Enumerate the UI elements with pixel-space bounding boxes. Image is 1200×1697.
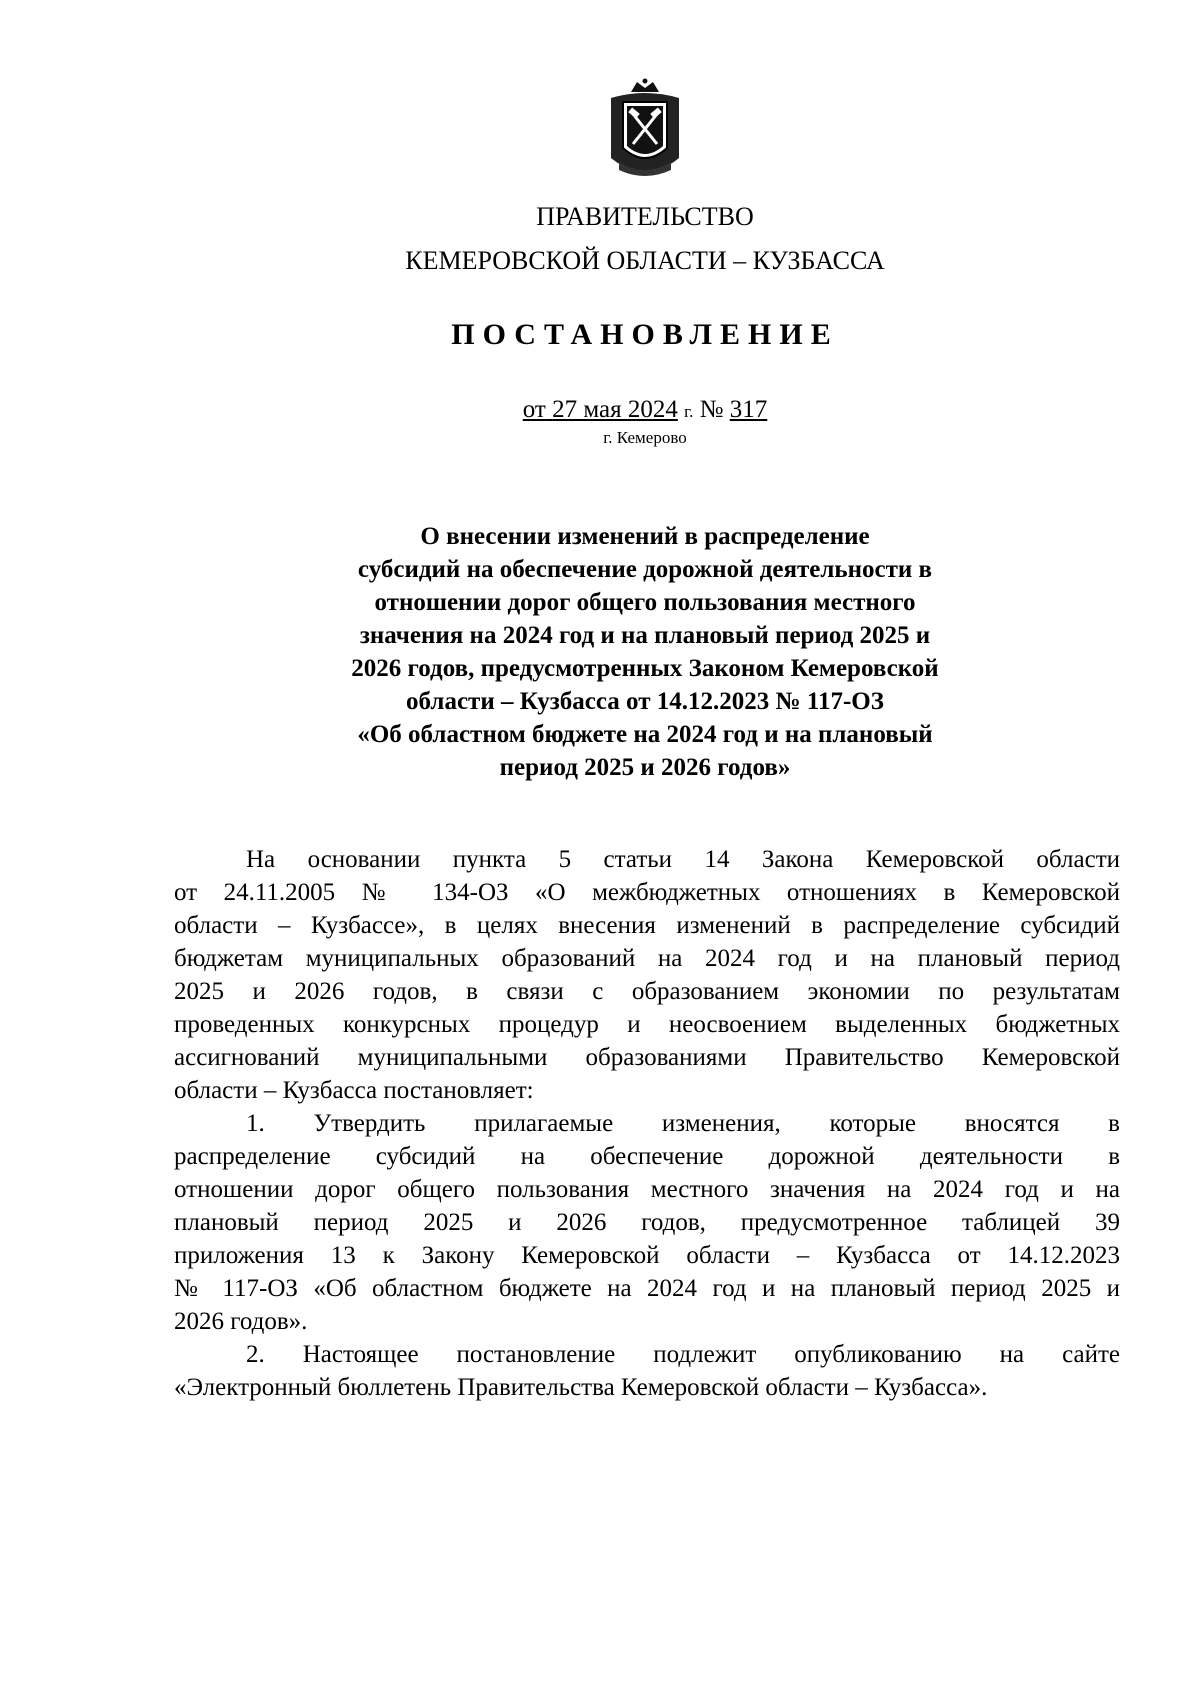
title-line: О внесении изменений в распределение: [420, 523, 870, 550]
document-body: [174, 843, 1120, 1404]
title-line: значения на 2024 год и на плановый период 2025 и: [359, 622, 931, 649]
body-line: распределение субсидий на обеспечение дорожной деятельности в: [174, 1143, 1120, 1170]
body-line: приложения 13 к Закону Кемеровской области – Кузбасса от 14.12.2023: [174, 1242, 1120, 1269]
body-line: 2. Настоящее постановление подлежит опубликованию на сайте: [246, 1341, 1120, 1368]
title-line: период 2025 и 2026 годов»: [499, 754, 791, 781]
body-line: 2025 и 2026 годов, в связи с образованием экономии по результатам: [174, 978, 1120, 1005]
number-sign: №: [699, 396, 724, 423]
document-date: 27 мая 2024: [552, 396, 678, 423]
year-suffix: г.: [684, 402, 694, 421]
body-line: 1. Утвердить прилагаемые изменения, которые вносятся в: [246, 1110, 1120, 1137]
body-line: отношении дорог общего пользования местного значения на 2024 год и на: [174, 1176, 1120, 1203]
body-line: проведенных конкурсных процедур и неосвоением выделенных бюджетных: [174, 1011, 1120, 1038]
title-line: области – Кузбасса от 14.12.2023 № 117-ОЗ: [406, 688, 884, 715]
organization-name-line-2: КЕМЕРОВСКОЙ ОБЛАСТИ – КУЗБАССА: [405, 246, 885, 275]
title-line: 2026 годов, предусмотренных Законом Кемеровской: [351, 655, 939, 682]
kuzbass-coat-of-arms-icon: [603, 78, 687, 182]
title-line: субсидий на обеспечение дорожной деятельности в: [357, 556, 933, 583]
document-number: 317: [729, 396, 768, 423]
title-line: «Об областном бюджете на 2024 год и на плановый: [357, 721, 933, 748]
city: г. Кемерово: [603, 428, 687, 447]
organization-name-line-1: ПРАВИТЕЛЬСТВО: [536, 202, 754, 231]
document-type: ПОСТАНОВЛЕНИЕ: [451, 318, 839, 351]
body-line: области – Кузбассе», в целях внесения изменений в распределение субсидий: [174, 912, 1120, 939]
body-line: бюджетам муниципальных образований на 2024 год и на плановый период: [174, 945, 1120, 972]
body-line: «Электронный бюллетень Правительства Кемеровской области – Кузбасса».: [174, 1374, 988, 1401]
date-number-line: [0, 396, 1200, 426]
document-title: [300, 520, 990, 784]
body-line: На основании пункта 5 статьи 14 Закона Кемеровской области: [246, 846, 1120, 873]
body-line: № 117-ОЗ «Об областном бюджете на 2024 год и на плановый период 2025 и: [174, 1275, 1120, 1302]
body-line: 2026 годов».: [174, 1308, 308, 1335]
body-line: области – Кузбасса постановляет:: [174, 1077, 534, 1104]
date-prefix: от: [522, 396, 546, 423]
body-line: от 24.11.2005 № 134-ОЗ «О межбюджетных отношениях в Кемеровской: [174, 879, 1120, 906]
body-line: ассигнований муниципальными образованиями Правительство Кемеровской: [174, 1044, 1120, 1071]
title-line: отношении дорог общего пользования местного: [374, 589, 916, 616]
body-line: плановый период 2025 и 2026 годов, предусмотренное таблицей 39: [174, 1209, 1120, 1236]
